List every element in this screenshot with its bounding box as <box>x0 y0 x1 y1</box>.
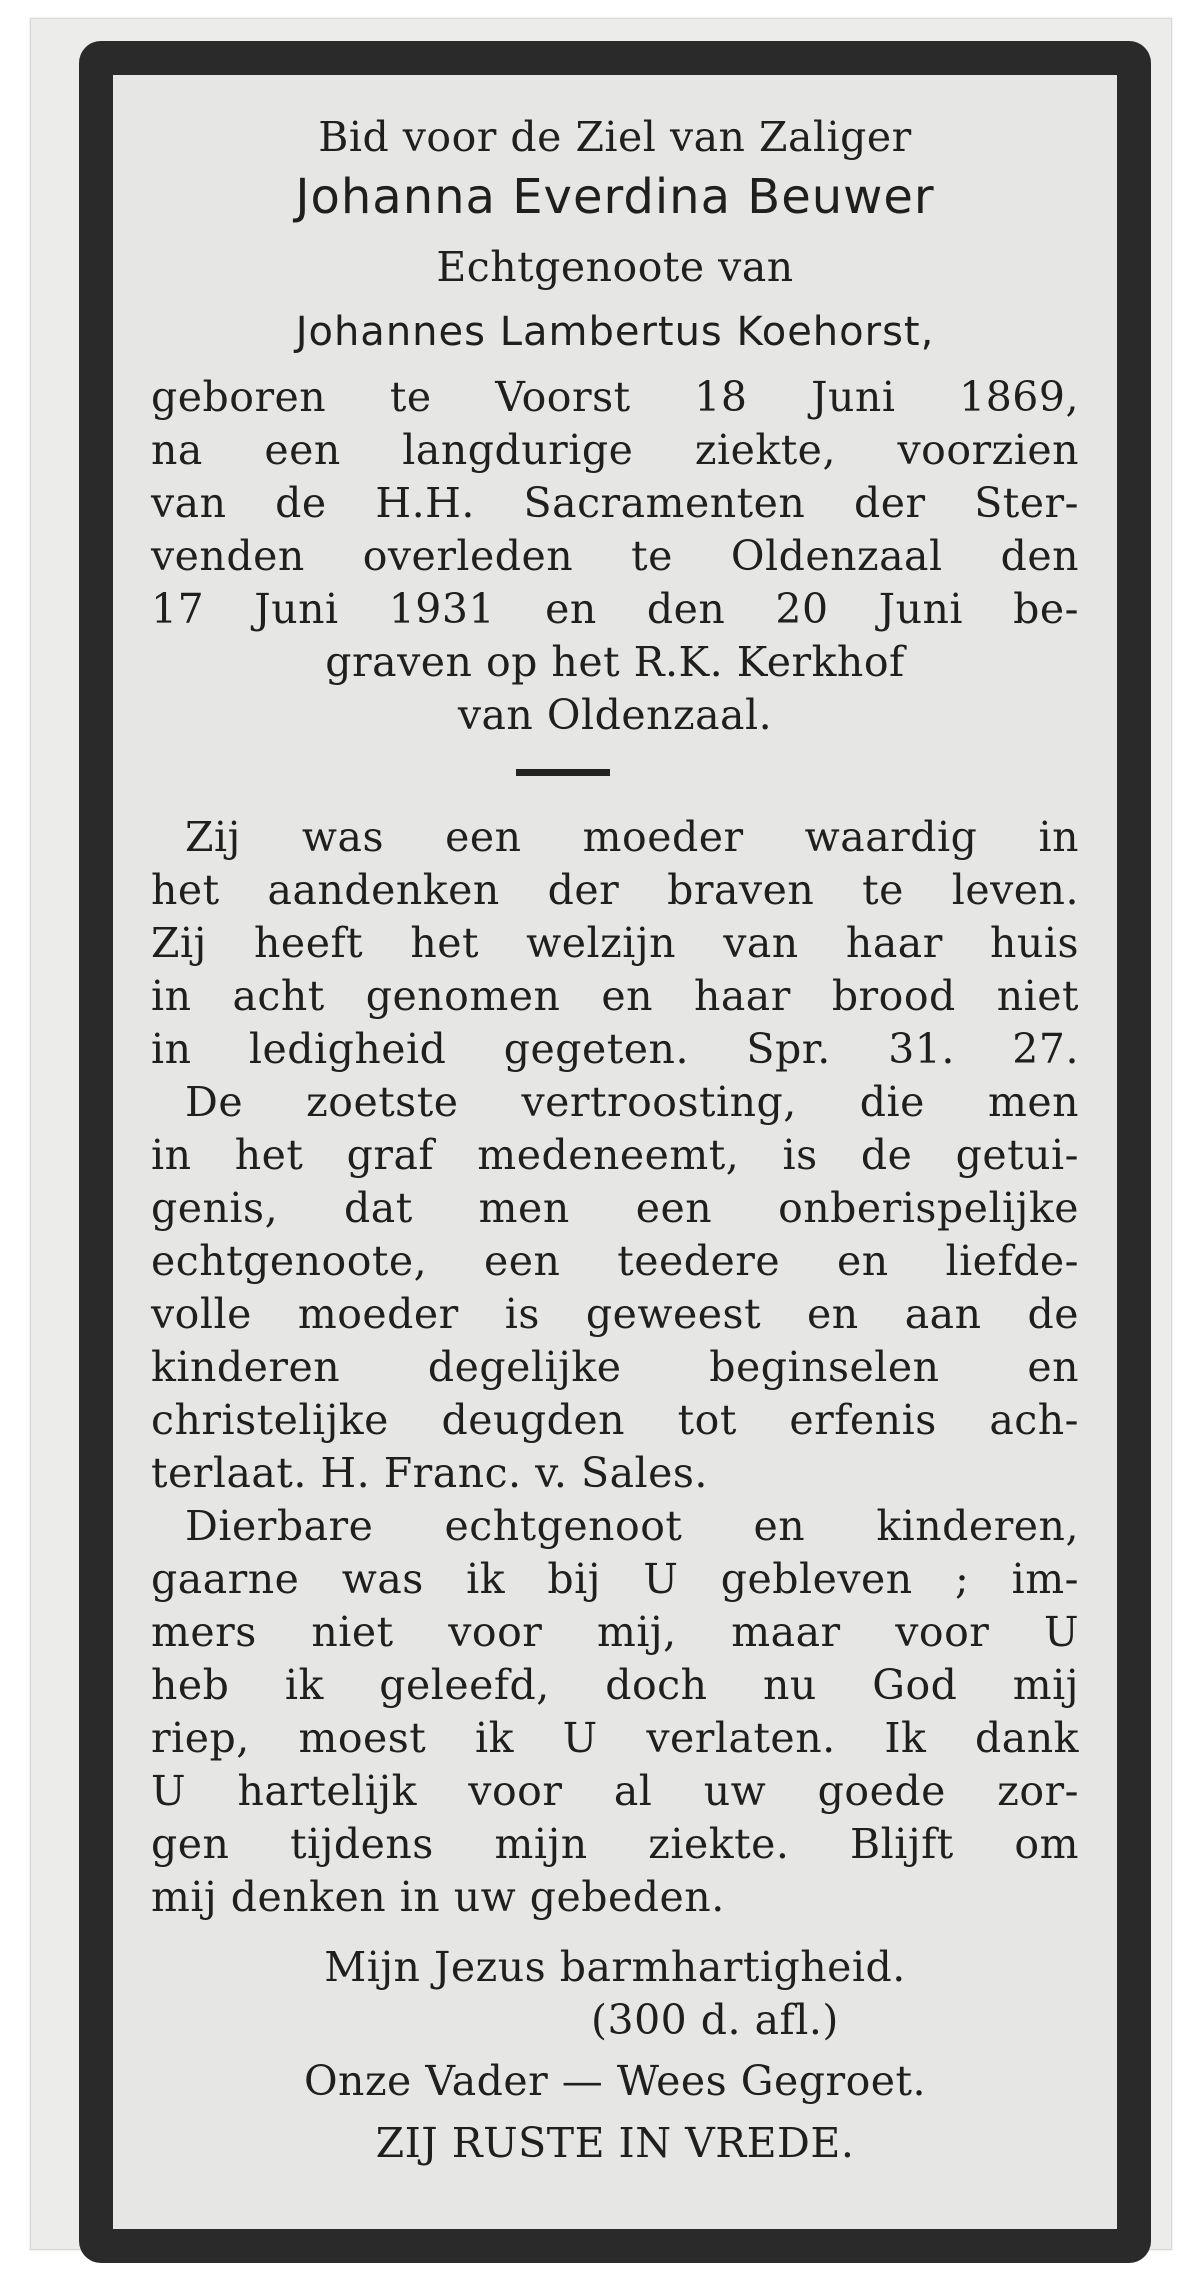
quote-line: echtgenoote, een teedere en liefde- <box>151 1237 1079 1285</box>
farewell-line: riep, moest ik U verlaten. Ik dank <box>151 1714 1079 1762</box>
rest-in-peace: ZIJ RUSTE IN VREDE. <box>375 2119 855 2167</box>
quote-line: volle moeder is geweest en aan de <box>151 1290 1079 1338</box>
biography-line: van de H.H. Sacramenten der Ster- <box>151 479 1079 527</box>
biography-line: van Oldenzaal. <box>457 691 773 739</box>
verse-line: Zij was een moeder waardig in <box>185 813 1079 861</box>
quote-attribution-line: terlaat. H. Franc. v. Sales. <box>151 1449 708 1497</box>
deceased-name: Johanna Everdina Beuwer <box>295 169 935 225</box>
quote-line: christelijke deugden tot erfenis ach- <box>151 1396 1079 1444</box>
memorial-card <box>30 18 1172 2250</box>
divider-rule <box>516 769 610 776</box>
quote-line: genis, dat men een onberispelijke <box>151 1184 1079 1232</box>
verse-line: Zij heeft het welzijn van haar huis <box>151 919 1079 967</box>
biography-line: na een langdurige ziekte, voorzien <box>151 426 1079 474</box>
farewell-line: mers niet voor mij, maar voor U <box>151 1608 1079 1656</box>
farewell-line: heb ik geleefd, doch nu God mij <box>151 1661 1079 1709</box>
farewell-line: gen tijdens mijn ziekte. Blijft om <box>151 1820 1079 1868</box>
quote-line: kinderen degelijke beginselen en <box>151 1343 1079 1391</box>
closing-prayers: Onze Vader — Wees Gegroet. <box>303 2057 927 2105</box>
spouse-name: Johannes Lambertus Koehorst, <box>295 309 935 355</box>
quote-line: in het graf medeneemt, is de getui- <box>151 1131 1079 1179</box>
quote-line: De zoetste vertroosting, die men <box>185 1078 1079 1126</box>
verse-line: het aandenken der braven te leven. <box>151 866 1079 914</box>
indulgence-note: (300 d. afl.) <box>591 1996 839 2044</box>
biography-line: 17 Juni 1931 en den 20 Juni be- <box>151 585 1079 633</box>
farewell-line: U hartelijk voor al uw goede zor- <box>151 1767 1079 1815</box>
prayer-line: Mijn Jezus barmhartigheid. <box>324 1943 906 1991</box>
card-text <box>151 111 1079 2199</box>
verse-line: in acht genomen en haar brood niet <box>151 972 1079 1020</box>
farewell-line: mij denken in uw gebeden. <box>151 1873 725 1921</box>
biography-line: venden overleden te Oldenzaal den <box>151 532 1079 580</box>
biography-line: graven op het R.K. Kerkhof <box>325 638 905 686</box>
card-header: Bid voor de Ziel van Zaliger <box>318 113 912 161</box>
farewell-line: Dierbare echtgenoot en kinderen, <box>185 1502 1079 1550</box>
farewell-line: gaarne was ik bij U gebleven ; im- <box>151 1555 1079 1603</box>
mourning-border <box>79 41 1151 2263</box>
biography-line: geboren te Voorst 18 Juni 1869, <box>151 373 1079 421</box>
spouse-intro: Echtgenoote van <box>436 243 794 291</box>
verse-line: in ledigheid gegeten. Spr. 31. 27. <box>151 1025 1079 1073</box>
